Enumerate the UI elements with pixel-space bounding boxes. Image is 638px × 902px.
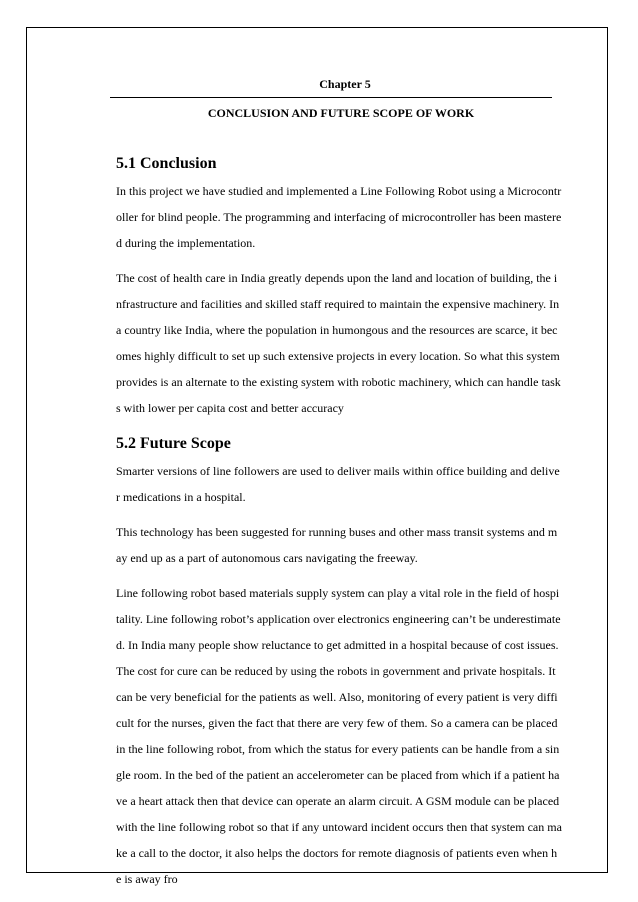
document-body bbox=[116, 150, 562, 901]
chapter-divider bbox=[110, 97, 552, 98]
paragraph: This technology has been suggested for running buses and other mass transit systems and may end up as a part of autonomous cars navigating the freeway. bbox=[116, 525, 558, 565]
paragraph: Line following robot based materials supply system can play a vital role in the field of hospitality. Line following robot’s application over electronics engineering can’t be underestimated. In India many people show reluctance to get admitted in a hospital because of cost issues. The cost for cure can be reduced by using the robots in government and private hospitals. It can be very beneficial for the patients as well. Also, monitoring of every patient is very difficult for the nurses, given the fact that there are very few of them. So a camera can be placed in the line following robot, from which the status for every patients can be handle from a single room. In the bed of the patient an accelerometer can be placed from which if a patient have a heart attack then that device can operate an alarm circuit. A GSM module can be placed with the line following robot so that if any untoward incident occurs then that system can make a call to the doctor, it also helps the doctors for remote diagnosis of patients even when he is away fro bbox=[116, 586, 562, 886]
chapter-label: Chapter 5 bbox=[319, 77, 371, 91]
paragraph: Smarter versions of line followers are used to deliver mails within office building and deliver medications in a hospital. bbox=[116, 464, 560, 504]
section-heading-future-scope: 5.2 Future Scope bbox=[116, 435, 231, 452]
paragraph: The cost of health care in India greatly depends upon the land and location of building, the infrastructure and facilities and skilled staff required to maintain the expensive machinery. In a country like India, where the population in humongous and the resources are scarce, it becomes highly difficult to set up such extensive projects in every location. So what this system provides is an alternate to the existing system with robotic machinery, which can handle tasks with lower per capita cost and better accuracy bbox=[116, 271, 561, 415]
chapter-title: CONCLUSION AND FUTURE SCOPE OF WORK bbox=[207, 106, 475, 120]
section-heading-conclusion: 5.1 Conclusion bbox=[116, 155, 217, 172]
paragraph: In this project we have studied and implemented a Line Following Robot using a Microcontroller for blind people. The programming and interfacing of microcontroller has been mastered during the implementation. bbox=[116, 184, 562, 250]
